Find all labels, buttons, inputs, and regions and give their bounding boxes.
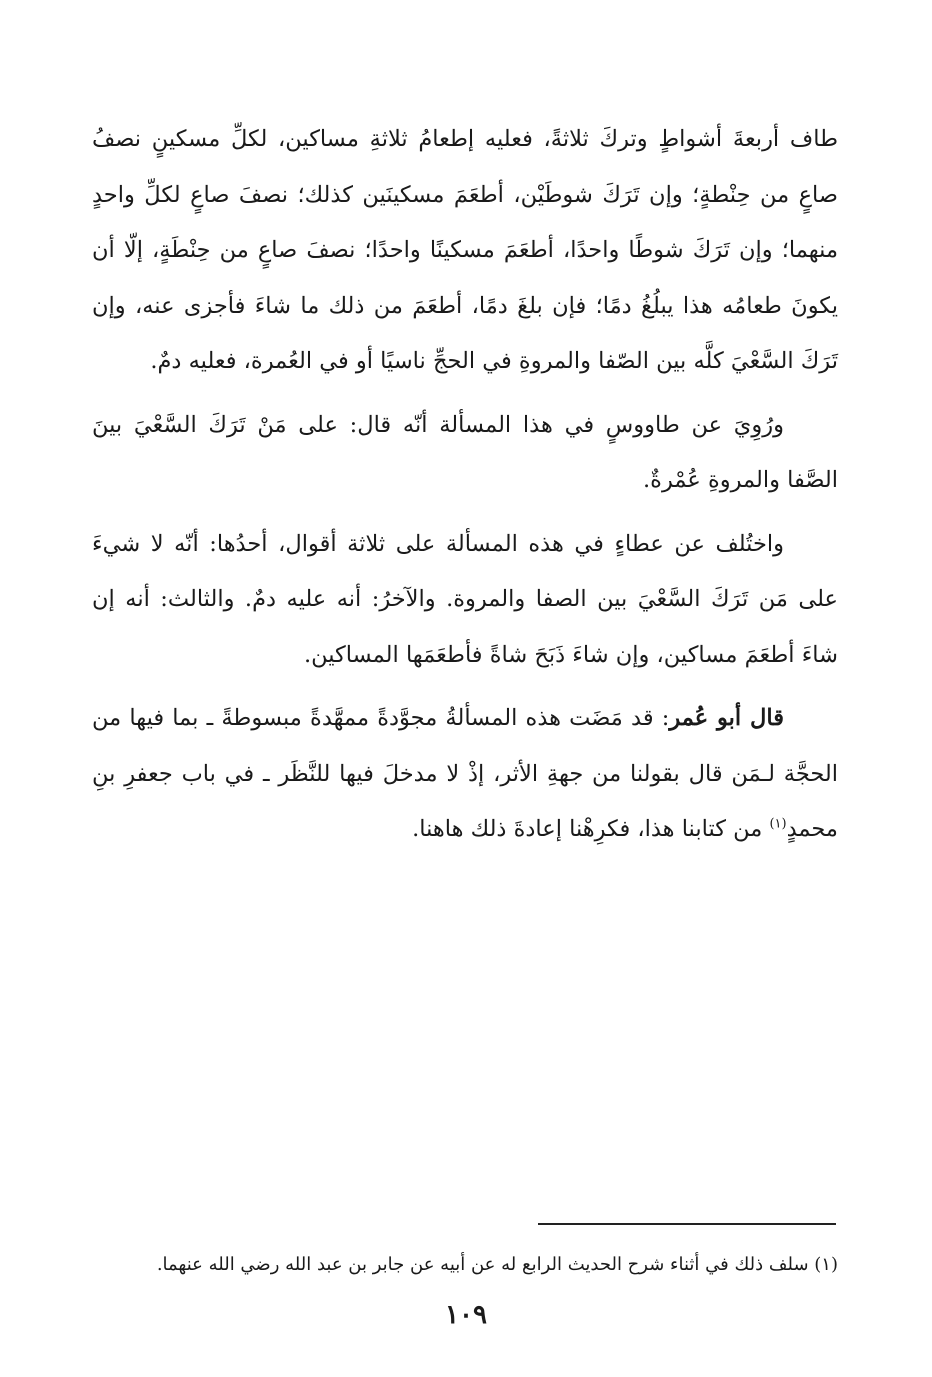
footnote: (١) سلف ذلك في أثناء شرح الحديث الرابع له عن أبيه عن جابر بن عبد الله رضي الله عنهما. [156, 1254, 838, 1275]
paragraph-3: واختُلف عن عطاءٍ في هذه المسألة على ثلاثة أقوال، أحدُها: أنّه لا شيءَ على مَن تَرَكَ السَّعْيَ بين الصفا والمروة. والآخرُ: أنه عليه دمٌ. والثالث: أنه إن شاءَ أطعَمَ مساكين، وإن شاءَ ذَبَحَ شاةً فأطعَمَها المساكين. [92, 530, 838, 668]
paragraph-4-text-a: : قد مَضَت هذه المسألةُ مجوَّدةً ممهَّدةً مبسوطةً ـ بما فيها من الحجَّة لـمَن قال بقولنا من جهةِ الأثر، إذْ لا مدخلَ فيها للنَّظَر ـ في باب جعفرِ بنِ محمدٍ [92, 705, 838, 842]
page-number: ١٠٩ [445, 1300, 487, 1330]
footnote-divider [538, 1223, 836, 1225]
footnote-reference: (١) [769, 816, 787, 832]
paragraph-4 [92, 691, 838, 858]
paragraph-2: ورُوِيَ عن طاووسٍ في هذا المسألة أنّه قال: على مَنْ تَرَكَ السَّعْيَ بينَ الصَّفا والمروةِ عُمْرةٌ. [92, 411, 838, 493]
main-text [92, 112, 838, 866]
paragraph-1: طاف أربعةَ أشواطٍ وتركَ ثلاثةً، فعليه إطعامُ ثلاثةِ مساكين، لكلِّ مسكينٍ نصفُ صاعٍ من حِنْطةٍ؛ وإن تَرَكَ شوطَيْن، أطعَمَ مسكينَين كذلك؛ نصفَ صاعٍ لكلِّ واحدٍ منهما؛ وإن تَرَكَ شوطًا واحدًا، أطعَمَ مسكينًا واحدًا؛ نصفَ صاعٍ من حِنْطَةٍ، إلّا أن يكونَ طعامُه هذا يبلُغُ دمًا؛ فإن بلغَ دمًا، أطعَمَ من ذلك ما شاءَ فأجزى عنه، وإن تَرَكَ السَّعْيَ كلَّه بين الصّفا والمروةِ في الحجِّ ناسيًا أو في العُمرة، فعليه دمٌ. [92, 126, 838, 374]
paragraph-4-text-b: من كتابنا هذا، فكرِهْنا إعادةَ ذلك هاهنا. [412, 816, 770, 842]
author-lead: قال أبو عُمر [669, 705, 784, 731]
